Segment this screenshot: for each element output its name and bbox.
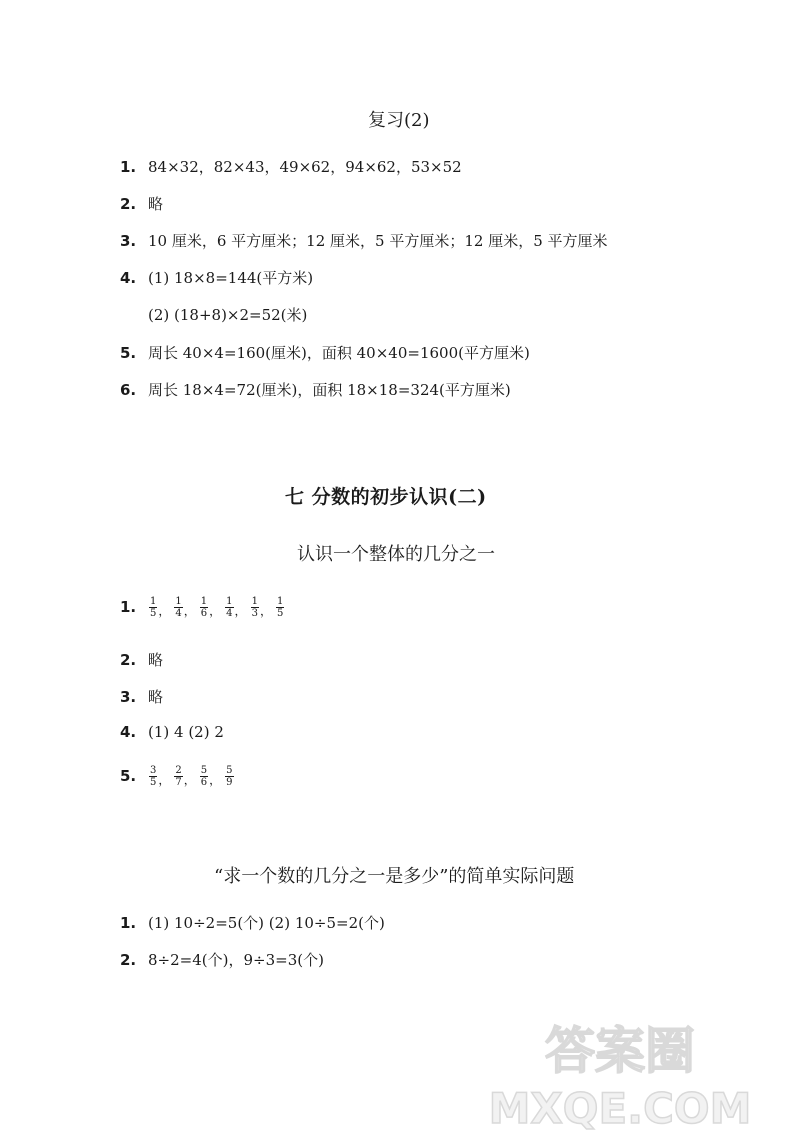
fraction [149,596,157,619]
item-text: 84×32，82×43，49×62，94×62，53×52 [148,158,462,176]
item-number: 5. [120,344,137,362]
answer-item [120,379,511,400]
item-text: (1) 4 (2) 2 [148,723,224,741]
item-text: 略 [148,688,164,706]
fraction-denominator: 5 [276,608,284,619]
fraction-denominator: 3 [251,608,258,619]
fraction [174,596,182,619]
item-number: 3. [120,232,137,250]
fraction-denominator: 4 [175,608,182,619]
fraction-separator: ， [209,604,222,618]
item-number: 1. [120,158,137,176]
fraction [200,596,208,619]
item-number: 6. [120,381,137,399]
watermark-line2: MXQE.COM [488,1084,752,1130]
answer-item [120,723,224,741]
fraction [174,765,182,788]
item-number: 1. [120,597,137,616]
item-number: 2. [120,951,137,969]
fraction-separator: ， [209,773,222,787]
fraction-separator: ， [259,604,272,618]
fraction-denominator: 6 [200,608,208,619]
item-text: (1) 10÷2=5(个) (2) 10÷5=2(个) [148,914,385,932]
fraction [276,596,284,619]
item-text: 周长 40×4=160(厘米)，面积 40×40=1600(平方厘米) [148,344,530,362]
fraction [225,596,233,619]
fraction-numerator: 1 [251,596,258,607]
item-text: 8÷2=4(个)，9÷3=3(个) [148,951,324,969]
item-number: 2. [120,651,137,669]
section-title-word-problems: “求一个数的几分之一是多少”的简单实际问题 [214,866,575,887]
item-number: 5. [120,766,137,785]
fraction-denominator: 5 [150,777,157,788]
item-number: 4. [120,723,137,741]
fraction-denominator: 9 [226,777,233,788]
fraction-separator: ， [183,773,196,787]
item-text: (2) (18+8)×2=52(米) [148,306,308,324]
answer-item [120,342,530,363]
fraction [225,765,233,788]
fraction [149,765,157,788]
item-text: 略 [148,651,164,669]
item-text: 周长 18×4=72(厘米)，面积 18×18=324(平方厘米) [148,381,511,399]
item-number: 4. [120,269,137,287]
fraction [200,765,208,788]
fraction-numerator: 2 [175,765,182,776]
fraction-separator: ， [183,604,196,618]
fraction-separator: ， [234,604,247,618]
fraction-numerator: 3 [150,765,157,776]
fraction-separator: ， [158,773,171,787]
fraction-separator: ， [158,604,171,618]
fraction-numerator: 1 [200,596,208,607]
answer-item [120,949,324,970]
fraction-denominator: 7 [175,777,182,788]
answer-item [120,267,313,288]
item-number: 1. [120,914,137,932]
answer-item [120,156,462,177]
fraction-list [148,765,235,788]
answer-item-fractions [120,596,285,619]
fraction-numerator: 1 [226,596,233,607]
item-number: 3. [120,688,137,706]
fraction [251,596,259,619]
answer-item [120,912,385,933]
item-number: 2. [120,195,137,213]
section-title-unit-fraction: 认识一个整体的几分之一 [297,544,495,565]
fraction-denominator: 4 [226,608,233,619]
answer-item [120,230,608,251]
fraction-numerator: 1 [175,596,182,607]
chapter-title: 七 分数的初步认识(二) [285,486,487,508]
fraction-list [148,596,285,619]
item-text: (1) 18×8=144(平方米) [148,269,314,287]
watermark-logo [420,1010,790,1130]
fraction-numerator: 1 [276,596,284,607]
answer-item [120,649,163,670]
section-title-review: 复习(2) [368,110,430,131]
item-text: 略 [148,195,164,213]
item-text: 10 厘米，6 平方厘米；12 厘米，5 平方厘米；12 厘米，5 平方厘米 [148,232,608,250]
answer-item-fractions [120,765,235,788]
fraction-numerator: 5 [200,765,208,776]
fraction-denominator: 6 [200,777,208,788]
fraction-denominator: 5 [150,608,157,619]
answer-subitem [148,304,307,325]
answer-item [120,686,163,707]
answer-item [120,193,163,214]
fraction-numerator: 1 [150,596,157,607]
watermark-line1: 答案圈 [545,1022,695,1080]
fraction-numerator: 5 [226,765,233,776]
